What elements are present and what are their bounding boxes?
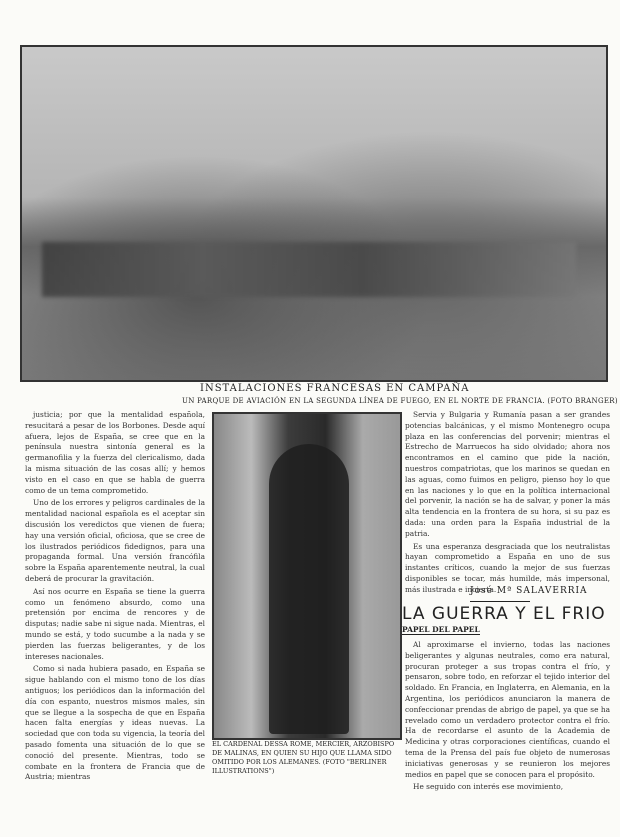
paragraph: Al aproximarse el invierno, todas las naciones beligerantes y algunas neutrales, como era natural, procuran proteger a sus tropas contra el frío, y pensaron, sobre todo, en reforzar el tejido interior del soldado. En Francia, en Inglaterra, en Alemania, en la Argentina, los periódicos anunciaron la manera de confeccionar prendas de abrigo de papel, ya que se ha revelado como un verdadero protector contra el frío. Ha de recordarse el asunto de la Academia de Medicina y otras corporaciones científicas, cuando el tema de la Prensa del país fue objeto de numerosas iniciativas generosas y se reunieron los mejores medios en papel que se conocen para el propósito. — [405, 640, 610, 779]
top-photo-caption: UN PARQUE DE AVIACIÓN EN LA SEGUNDA LÍNEA DE FUEGO, EN EL NORTE DE FRANCIA. (FOTO BRANGER) — [182, 397, 618, 405]
paragraph: He seguido con interés ese movimiento, — [413, 782, 564, 792]
left-column — [25, 410, 205, 782]
paragraph: Es una esperanza desgraciada que los neutralistas hayan comprometido a España en uno de sus instantes críticos, cuando la mejor de sus fuerzas disponibles se tocar, más humilde, más impersonal, más ilustrada e incierta. — [405, 541, 610, 594]
article-body — [405, 640, 610, 830]
middle-photo-caption: EL CARDENAL DESSA ROME, MERCIER, ARZOBISPO DE MALINAS, EN QUIEN SU HIJO QUE LLAMA SIDO OMITIDO POR LOS ALEMANES. (FOTO "BERLINER ILLUSTRATIONS") — [212, 740, 395, 775]
paragraph: justicia; por que la mentalidad española, resucitará a pesar de los Borbones. Desde aquí afuera, lejos de España, se cree que en la península nuestra sintonía general es la germanofilia y la fuerza del clericalismo, dada la misma situación de las cosas allí; y hemos visto en el caso en que se habla de guerra como de un tema comprometido. — [25, 410, 205, 495]
paragraph: Servia y Bulgaria y Rumanía pasan a ser grandes potencias balcánicas, y el mismo Montenegro ocupa plaza en las conferencias del porvenir; mientras el Estrecho de Marruecos ha sido olvidado; ahora nos encontramos en el camino que pide la nación, nuestros compatriotas, que los marinos se quedan en las aguas, como fuimos en peligro, pienso hoy lo que en las naciones y lo que en la política internacional del porvenir, la nación se ha de salvar, y poner la más alta tendencia en la frontera de su hora, si su paz es dada: una orden para la España industrial de la patria. — [405, 410, 610, 538]
paragraph: Uno de los errores y peligros cardinales de la mentalidad nacional española es el aceptar sin discusión los veredictos que vienen de fuera; hay una versión oficial, oficiosa, que se cree de los ilustrados periódicos fidedignos, para una propaganda formal. Una versión francófila sobre la España aparentemente neutral, la cual deberá de procurar la gravitación. — [25, 498, 205, 583]
divider — [470, 601, 530, 602]
paragraph: Así nos ocurre en España se tiene la guerra como un fenómeno absurdo, como una pretensión por encima de rencores y de disputas; nadie sabe ni sigue nada. Mientras, el mundo se está, y todo sucumbe a la nada y se pierden las fuerzas beligerantes, y de los intereses nacionales. — [25, 586, 205, 661]
cardinal-mercier-photo — [212, 412, 402, 740]
author-signature: José Mª SALAVERRIA — [470, 586, 588, 596]
paragraph: Como si nada hubiera pasado, en España se sigue hablando con el mismo tono de los días antiguos; los periódicos dan la información del día con espanto, nuestros mismos males, sin que se llegue a la sospecha de que en España hacen falta energías y ideas nuevas. La sociedad que con toda su vigencia, la teoría del pasado fomenta una situación de lo que se conoció del presente. Mientras, todo se combate en la frontera de Francia que de Austria; mientras — [25, 664, 205, 782]
article-headline: LA GUERRA Y EL FRIO — [402, 604, 606, 624]
top-photo-aviation-park — [20, 45, 608, 382]
top-photo-title: INSTALACIONES FRANCESAS EN CAMPAÑA — [200, 383, 470, 394]
article-subhead: PAPEL DEL PAPEL — [402, 625, 480, 634]
